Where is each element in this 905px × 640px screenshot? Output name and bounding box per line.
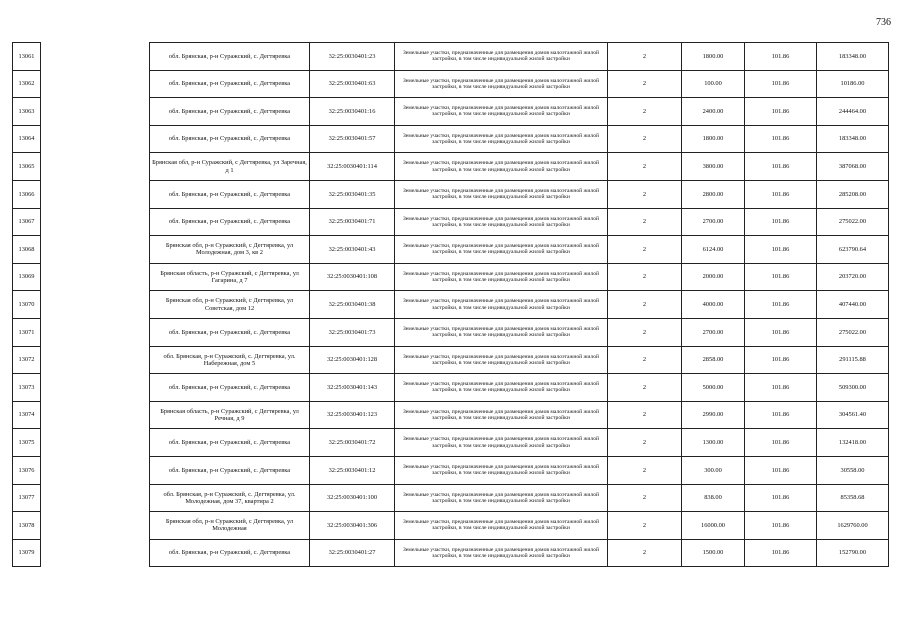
unit-rate-cell: 101.86 bbox=[745, 236, 817, 264]
category-code-cell: 2 bbox=[608, 401, 682, 429]
category-code-cell: 2 bbox=[608, 236, 682, 264]
row-id-cell: 13074 bbox=[13, 401, 41, 429]
spacer-cell bbox=[41, 512, 150, 540]
area-cell: 2400.00 bbox=[682, 98, 745, 126]
cadastral-number-cell: 32:25:0030401:23 bbox=[310, 43, 395, 71]
table-body bbox=[13, 43, 889, 567]
land-use-cell: Земельные участки, предназначенные для размещения домов малоэтажной жилой застройки, в том числе индивидуальной жилой застройки bbox=[395, 43, 608, 71]
cadastral-number-cell: 32:25:0030401:73 bbox=[310, 318, 395, 346]
row-id-cell: 13069 bbox=[13, 263, 41, 291]
address-cell: обл. Брянская, р-н Суражский, с. Дегтяревка, ул. Набережная, дом 5 bbox=[150, 346, 310, 374]
table-row bbox=[13, 429, 889, 457]
cadastral-value-cell: 1629760.00 bbox=[817, 512, 889, 540]
address-cell: обл. Брянская, р-н Суражский, с. Дегтяревка bbox=[150, 180, 310, 208]
cadastral-value-cell: 275022.00 bbox=[817, 318, 889, 346]
row-id-cell: 13064 bbox=[13, 125, 41, 153]
cadastral-value-cell: 509300.00 bbox=[817, 374, 889, 402]
spacer-cell bbox=[41, 43, 150, 71]
land-use-cell: Земельные участки, предназначенные для размещения домов малоэтажной жилой застройки, в том числе индивидуальной жилой застройки bbox=[395, 208, 608, 236]
land-use-cell: Земельные участки, предназначенные для размещения домов малоэтажной жилой застройки, в том числе индивидуальной жилой застройки bbox=[395, 484, 608, 512]
address-cell: обл. Брянская, р-н Суражский, с. Дегтяревка bbox=[150, 374, 310, 402]
spacer-cell bbox=[41, 125, 150, 153]
category-code-cell: 2 bbox=[608, 484, 682, 512]
address-cell: обл. Брянская, р-н Суражский, с. Дегтяревка bbox=[150, 70, 310, 98]
cadastral-value-cell: 275022.00 bbox=[817, 208, 889, 236]
unit-rate-cell: 101.86 bbox=[745, 346, 817, 374]
cadastral-value-cell: 30558.00 bbox=[817, 456, 889, 484]
cadastral-value-cell: 183348.00 bbox=[817, 125, 889, 153]
category-code-cell: 2 bbox=[608, 125, 682, 153]
cadastral-value-cell: 85358.68 bbox=[817, 484, 889, 512]
table-row bbox=[13, 43, 889, 71]
unit-rate-cell: 101.86 bbox=[745, 125, 817, 153]
category-code-cell: 2 bbox=[608, 346, 682, 374]
table-row bbox=[13, 263, 889, 291]
row-id-cell: 13066 bbox=[13, 180, 41, 208]
cadastral-number-cell: 32:25:0030401:38 bbox=[310, 291, 395, 319]
spacer-cell bbox=[41, 180, 150, 208]
land-use-cell: Земельные участки, предназначенные для размещения домов малоэтажной жилой застройки, в том числе индивидуальной жилой застройки bbox=[395, 291, 608, 319]
category-code-cell: 2 bbox=[608, 208, 682, 236]
spacer-cell bbox=[41, 484, 150, 512]
area-cell: 300.00 bbox=[682, 456, 745, 484]
area-cell: 1500.00 bbox=[682, 539, 745, 567]
spacer-cell bbox=[41, 374, 150, 402]
table-row bbox=[13, 125, 889, 153]
row-id-cell: 13073 bbox=[13, 374, 41, 402]
table-row bbox=[13, 236, 889, 264]
area-cell: 838.00 bbox=[682, 484, 745, 512]
cadastral-value-cell: 387068.00 bbox=[817, 153, 889, 181]
cadastral-number-cell: 32:25:0030401:100 bbox=[310, 484, 395, 512]
category-code-cell: 2 bbox=[608, 263, 682, 291]
cadastral-number-cell: 32:25:0030401:35 bbox=[310, 180, 395, 208]
area-cell: 16000.00 bbox=[682, 512, 745, 540]
address-cell: обл. Брянская, р-н Суражский, с. Дегтяревка bbox=[150, 456, 310, 484]
address-cell: Брянская область, р-н Суражский, с Дегтяревка, ул Гагарина, д 7 bbox=[150, 263, 310, 291]
unit-rate-cell: 101.86 bbox=[745, 98, 817, 126]
unit-rate-cell: 101.86 bbox=[745, 429, 817, 457]
table-row bbox=[13, 401, 889, 429]
table-row bbox=[13, 98, 889, 126]
spacer-cell bbox=[41, 318, 150, 346]
address-cell: Брянская обл, р-н Суражский, с Дегтяревка, ул Молодежная bbox=[150, 512, 310, 540]
address-cell: Брянская область, р-н Суражский, с Дегтяревка, ул Речная, д 9 bbox=[150, 401, 310, 429]
cadastral-value-table bbox=[12, 42, 889, 567]
row-id-cell: 13071 bbox=[13, 318, 41, 346]
area-cell: 1800.00 bbox=[682, 43, 745, 71]
table-row bbox=[13, 208, 889, 236]
unit-rate-cell: 101.86 bbox=[745, 401, 817, 429]
area-cell: 2700.00 bbox=[682, 318, 745, 346]
table-row bbox=[13, 180, 889, 208]
land-use-cell: Земельные участки, предназначенные для размещения домов малоэтажной жилой застройки, в том числе индивидуальной жилой застройки bbox=[395, 236, 608, 264]
land-use-cell: Земельные участки, предназначенные для размещения домов малоэтажной жилой застройки, в том числе индивидуальной жилой застройки bbox=[395, 539, 608, 567]
area-cell: 4000.00 bbox=[682, 291, 745, 319]
land-use-cell: Земельные участки, предназначенные для размещения домов малоэтажной жилой застройки, в том числе индивидуальной жилой застройки bbox=[395, 70, 608, 98]
address-cell: обл. Брянская, р-н Суражский, с. Дегтяревка bbox=[150, 539, 310, 567]
row-id-cell: 13068 bbox=[13, 236, 41, 264]
category-code-cell: 2 bbox=[608, 456, 682, 484]
address-cell: обл. Брянская, р-н Суражский, с. Дегтяревка bbox=[150, 43, 310, 71]
category-code-cell: 2 bbox=[608, 153, 682, 181]
page-number: 736 bbox=[876, 17, 891, 28]
row-id-cell: 13072 bbox=[13, 346, 41, 374]
cadastral-value-cell: 304561.40 bbox=[817, 401, 889, 429]
unit-rate-cell: 101.86 bbox=[745, 153, 817, 181]
category-code-cell: 2 bbox=[608, 70, 682, 98]
spacer-cell bbox=[41, 236, 150, 264]
row-id-cell: 13077 bbox=[13, 484, 41, 512]
area-cell: 1300.00 bbox=[682, 429, 745, 457]
land-use-cell: Земельные участки, предназначенные для размещения домов малоэтажной жилой застройки, в том числе индивидуальной жилой застройки bbox=[395, 512, 608, 540]
spacer-cell bbox=[41, 291, 150, 319]
spacer-cell bbox=[41, 456, 150, 484]
cadastral-number-cell: 32:25:0030401:12 bbox=[310, 456, 395, 484]
cadastral-number-cell: 32:25:0030401:143 bbox=[310, 374, 395, 402]
address-cell: обл. Брянская, р-н Суражский, с. Дегтяревка, ул. Молодежная, дом 37, квартира 2 bbox=[150, 484, 310, 512]
category-code-cell: 2 bbox=[608, 180, 682, 208]
cadastral-value-cell: 203720.00 bbox=[817, 263, 889, 291]
row-id-cell: 13078 bbox=[13, 512, 41, 540]
table-row bbox=[13, 512, 889, 540]
area-cell: 2990.00 bbox=[682, 401, 745, 429]
row-id-cell: 13065 bbox=[13, 153, 41, 181]
cadastral-value-cell: 132418.00 bbox=[817, 429, 889, 457]
table-row bbox=[13, 456, 889, 484]
cadastral-number-cell: 32:25:0030401:16 bbox=[310, 98, 395, 126]
spacer-cell bbox=[41, 263, 150, 291]
area-cell: 2858.00 bbox=[682, 346, 745, 374]
table-row bbox=[13, 484, 889, 512]
land-use-cell: Земельные участки, предназначенные для размещения домов малоэтажной жилой застройки, в том числе индивидуальной жилой застройки bbox=[395, 98, 608, 126]
address-cell: Брянская обл, р-н Суражский, с Дегтяревка, ул Молодежная, дом 3, кв 2 bbox=[150, 236, 310, 264]
table-row bbox=[13, 70, 889, 98]
row-id-cell: 13061 bbox=[13, 43, 41, 71]
cadastral-value-cell: 183348.00 bbox=[817, 43, 889, 71]
cadastral-number-cell: 32:25:0030401:71 bbox=[310, 208, 395, 236]
category-code-cell: 2 bbox=[608, 539, 682, 567]
row-id-cell: 13076 bbox=[13, 456, 41, 484]
land-use-cell: Земельные участки, предназначенные для размещения домов малоэтажной жилой застройки, в том числе индивидуальной жилой застройки bbox=[395, 125, 608, 153]
unit-rate-cell: 101.86 bbox=[745, 456, 817, 484]
table-row bbox=[13, 374, 889, 402]
area-cell: 6124.00 bbox=[682, 236, 745, 264]
cadastral-value-cell: 291115.88 bbox=[817, 346, 889, 374]
land-use-cell: Земельные участки, предназначенные для размещения домов малоэтажной жилой застройки, в том числе индивидуальной жилой застройки bbox=[395, 374, 608, 402]
row-id-cell: 13079 bbox=[13, 539, 41, 567]
table-row bbox=[13, 539, 889, 567]
spacer-cell bbox=[41, 70, 150, 98]
address-cell: обл. Брянская, р-н Суражский, с. Дегтяревка bbox=[150, 208, 310, 236]
land-use-cell: Земельные участки, предназначенные для размещения домов малоэтажной жилой застройки, в том числе индивидуальной жилой застройки bbox=[395, 346, 608, 374]
land-use-cell: Земельные участки, предназначенные для размещения домов малоэтажной жилой застройки, в том числе индивидуальной жилой застройки bbox=[395, 153, 608, 181]
spacer-cell bbox=[41, 346, 150, 374]
category-code-cell: 2 bbox=[608, 291, 682, 319]
land-use-cell: Земельные участки, предназначенные для размещения домов малоэтажной жилой застройки, в том числе индивидуальной жилой застройки bbox=[395, 318, 608, 346]
table-row bbox=[13, 346, 889, 374]
spacer-cell bbox=[41, 429, 150, 457]
cadastral-number-cell: 32:25:0030401:123 bbox=[310, 401, 395, 429]
spacer-cell bbox=[41, 539, 150, 567]
table-row bbox=[13, 318, 889, 346]
spacer-cell bbox=[41, 98, 150, 126]
unit-rate-cell: 101.86 bbox=[745, 484, 817, 512]
unit-rate-cell: 101.86 bbox=[745, 512, 817, 540]
row-id-cell: 13075 bbox=[13, 429, 41, 457]
area-cell: 2700.00 bbox=[682, 208, 745, 236]
address-cell: обл. Брянская, р-н Суражский, с. Дегтяревка bbox=[150, 429, 310, 457]
address-cell: обл. Брянская, р-н Суражский, с. Дегтяревка bbox=[150, 125, 310, 153]
cadastral-number-cell: 32:25:0030401:108 bbox=[310, 263, 395, 291]
address-cell: Брянская обл, р-н Суражский, с Дегтяревка, ул Советская, дом 12 bbox=[150, 291, 310, 319]
cadastral-number-cell: 32:25:0030401:57 bbox=[310, 125, 395, 153]
address-cell: обл. Брянская, р-н Суражский, с. Дегтяревка bbox=[150, 98, 310, 126]
cadastral-number-cell: 32:25:0030401:114 bbox=[310, 153, 395, 181]
address-cell: обл. Брянская, р-н Суражский, с. Дегтяревка bbox=[150, 318, 310, 346]
address-cell: Брянская обл, р-н Суражский, с Дегтяревка, ул Заречная, д 1 bbox=[150, 153, 310, 181]
area-cell: 2000.00 bbox=[682, 263, 745, 291]
cadastral-number-cell: 32:25:0030401:128 bbox=[310, 346, 395, 374]
area-cell: 1800.00 bbox=[682, 125, 745, 153]
row-id-cell: 13062 bbox=[13, 70, 41, 98]
unit-rate-cell: 101.86 bbox=[745, 318, 817, 346]
cadastral-number-cell: 32:25:0030401:27 bbox=[310, 539, 395, 567]
area-cell: 100.00 bbox=[682, 70, 745, 98]
cadastral-number-cell: 32:25:0030401:43 bbox=[310, 236, 395, 264]
category-code-cell: 2 bbox=[608, 512, 682, 540]
area-cell: 2800.00 bbox=[682, 180, 745, 208]
land-use-cell: Земельные участки, предназначенные для размещения домов малоэтажной жилой застройки, в том числе индивидуальной жилой застройки bbox=[395, 429, 608, 457]
spacer-cell bbox=[41, 153, 150, 181]
row-id-cell: 13067 bbox=[13, 208, 41, 236]
cadastral-value-cell: 623790.64 bbox=[817, 236, 889, 264]
cadastral-value-cell: 244464.00 bbox=[817, 98, 889, 126]
land-use-cell: Земельные участки, предназначенные для размещения домов малоэтажной жилой застройки, в том числе индивидуальной жилой застройки bbox=[395, 456, 608, 484]
row-id-cell: 13070 bbox=[13, 291, 41, 319]
spacer-cell bbox=[41, 401, 150, 429]
land-use-cell: Земельные участки, предназначенные для размещения домов малоэтажной жилой застройки, в том числе индивидуальной жилой застройки bbox=[395, 401, 608, 429]
cadastral-number-cell: 32:25:0030401:63 bbox=[310, 70, 395, 98]
cadastral-number-cell: 32:25:0030401:306 bbox=[310, 512, 395, 540]
unit-rate-cell: 101.86 bbox=[745, 374, 817, 402]
cadastral-value-cell: 285208.00 bbox=[817, 180, 889, 208]
cadastral-number-cell: 32:25:0030401:72 bbox=[310, 429, 395, 457]
category-code-cell: 2 bbox=[608, 318, 682, 346]
table-row bbox=[13, 291, 889, 319]
row-id-cell: 13063 bbox=[13, 98, 41, 126]
unit-rate-cell: 101.86 bbox=[745, 263, 817, 291]
unit-rate-cell: 101.86 bbox=[745, 70, 817, 98]
unit-rate-cell: 101.86 bbox=[745, 180, 817, 208]
land-use-cell: Земельные участки, предназначенные для размещения домов малоэтажной жилой застройки, в том числе индивидуальной жилой застройки bbox=[395, 180, 608, 208]
land-use-cell: Земельные участки, предназначенные для размещения домов малоэтажной жилой застройки, в том числе индивидуальной жилой застройки bbox=[395, 263, 608, 291]
unit-rate-cell: 101.86 bbox=[745, 43, 817, 71]
area-cell: 5000.00 bbox=[682, 374, 745, 402]
area-cell: 3800.00 bbox=[682, 153, 745, 181]
cadastral-value-cell: 152790.00 bbox=[817, 539, 889, 567]
table-row bbox=[13, 153, 889, 181]
unit-rate-cell: 101.86 bbox=[745, 291, 817, 319]
cadastral-value-cell: 407440.00 bbox=[817, 291, 889, 319]
category-code-cell: 2 bbox=[608, 98, 682, 126]
spacer-cell bbox=[41, 208, 150, 236]
unit-rate-cell: 101.86 bbox=[745, 208, 817, 236]
unit-rate-cell: 101.86 bbox=[745, 539, 817, 567]
category-code-cell: 2 bbox=[608, 429, 682, 457]
category-code-cell: 2 bbox=[608, 374, 682, 402]
category-code-cell: 2 bbox=[608, 43, 682, 71]
cadastral-value-cell: 10186.00 bbox=[817, 70, 889, 98]
